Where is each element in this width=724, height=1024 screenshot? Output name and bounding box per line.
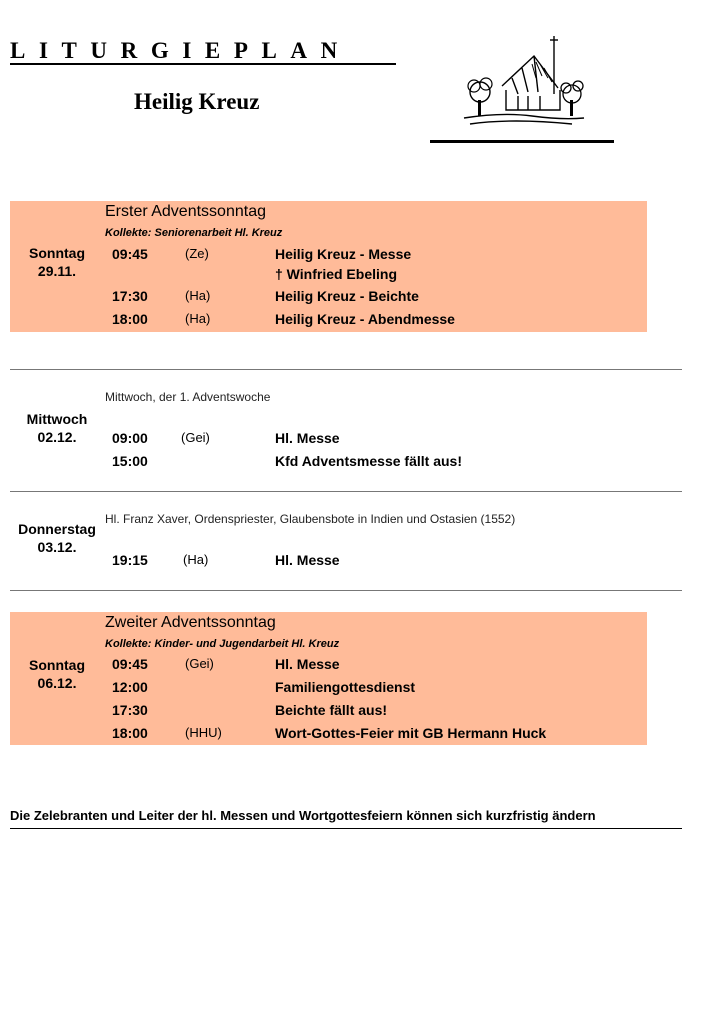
event-time: 17:30 — [112, 702, 148, 718]
date: 02.12. — [37, 429, 77, 445]
title-underline — [10, 63, 396, 65]
weekday: Sonntag — [29, 245, 85, 261]
date: 03.12. — [37, 539, 77, 555]
celebrant: (Ze) — [185, 246, 209, 261]
event-name: Familiengottesdienst — [275, 679, 416, 695]
event-name: Hl. Messe — [275, 656, 340, 672]
date: 29.11. — [37, 263, 77, 279]
celebrant: (HHU) — [185, 725, 222, 740]
celebrant: (Ha) — [183, 552, 209, 567]
event-time: 09:45 — [112, 656, 148, 672]
event-name: Kfd Adventsmesse fällt aus! — [275, 453, 462, 469]
day-label — [10, 410, 104, 446]
separator-line — [10, 369, 682, 370]
celebrant: (Gei) — [181, 430, 210, 445]
liturgical-day-heading: Erster Adventssonntag — [105, 203, 266, 220]
church-drawing-icon — [462, 34, 586, 128]
separator-line — [10, 590, 682, 591]
event-time: 18:00 — [112, 311, 148, 327]
date: 06.12. — [37, 675, 77, 691]
event-name: Beichte fällt aus! — [275, 702, 388, 718]
event-name: Heilig Kreuz - Messe — [275, 246, 412, 262]
collection-note: Kollekte: Seniorenarbeit Hl. Kreuz — [105, 227, 283, 239]
event-name: Heilig Kreuz - Abendmesse — [275, 311, 455, 327]
footer-note: Die Zelebranten und Leiter der hl. Messen und Wortgottesfeiern können sich kurzfristig ändern — [10, 808, 596, 823]
celebrant: (Ha) — [185, 288, 211, 303]
weekday: Mittwoch — [26, 411, 88, 427]
event-name: Hl. Messe — [275, 552, 340, 568]
event-name: Wort-Gottes-Feier mit GB Hermann Huck — [275, 725, 547, 741]
liturgical-day-heading: Mittwoch, der 1. Adventswoche — [105, 390, 271, 404]
day-label — [10, 520, 104, 556]
liturgical-day-heading: Hl. Franz Xaver, Ordenspriester, Glaubensbote in Indien und Ostasien (1552) — [105, 512, 516, 526]
footer-underline — [10, 828, 682, 829]
event-time: 17:30 — [112, 288, 148, 304]
collection-note: Kollekte: Kinder- und Jugendarbeit Hl. Kreuz — [105, 638, 340, 650]
event-name: † Winfried Ebeling — [275, 266, 397, 282]
event-name: Hl. Messe — [275, 430, 340, 446]
weekday: Donnerstag — [18, 521, 96, 537]
event-time: 12:00 — [112, 679, 148, 695]
event-time: 15:00 — [112, 453, 148, 469]
celebrant: (Ha) — [185, 311, 211, 326]
parish-name: Heilig Kreuz — [134, 89, 260, 114]
day-label — [10, 656, 104, 692]
event-time: 19:15 — [112, 552, 148, 568]
day-label — [10, 244, 104, 280]
weekday: Sonntag — [29, 657, 85, 673]
page-title: LITURGIEPLAN — [10, 38, 351, 63]
event-time: 18:00 — [112, 725, 148, 741]
celebrant: (Gei) — [185, 656, 214, 671]
event-time: 09:45 — [112, 246, 148, 262]
event-name: Heilig Kreuz - Beichte — [275, 288, 419, 304]
liturgical-day-heading: Zweiter Adventssonntag — [105, 614, 276, 631]
separator-line — [10, 491, 682, 492]
logo-underline — [430, 140, 614, 143]
event-time: 09:00 — [112, 430, 148, 446]
